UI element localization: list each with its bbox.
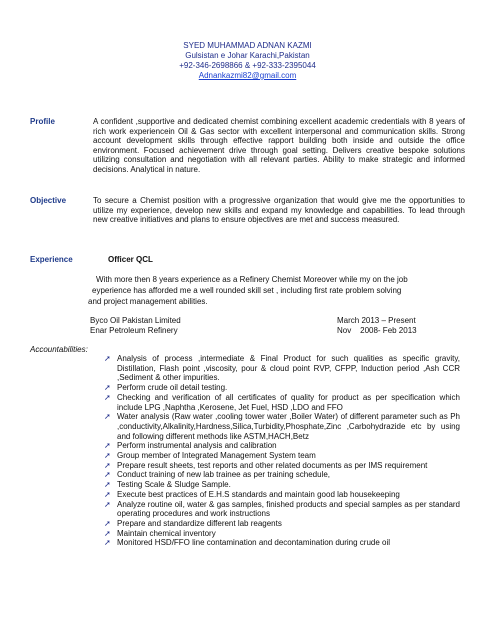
arrow-bullet-icon: ➚ <box>104 354 111 363</box>
list-item: ➚ Conduct training of new lab trainee as per training schedule, <box>104 470 331 480</box>
experience-summary-line1: With more then 8 years experience as a Refinery Chemist Moreover while my on the job <box>96 275 408 284</box>
experience-heading: Experience <box>30 255 73 264</box>
arrow-bullet-icon: ➚ <box>104 538 111 548</box>
experience-summary-line3: and project management abilities. <box>88 297 208 306</box>
list-item: ➚ Execute best practices of E.H.S standards and maintain good lab housekeeping <box>104 489 400 499</box>
arrow-bullet-icon: ➚ <box>104 383 111 393</box>
employer-1-company: Byco Oil Pakistan Limited <box>90 316 181 325</box>
email-link[interactable]: Adnankazmi82@gmail.com <box>198 71 297 80</box>
address: Gulsistan e Johar Karachi,Pakistan <box>185 51 310 60</box>
arrow-bullet-icon: ➚ <box>104 480 111 490</box>
list-item: ➚ Group member of Integrated Management System team <box>104 451 316 461</box>
employer-2-dates: Nov 2008- Feb 2013 <box>337 326 417 335</box>
arrow-bullet-icon: ➚ <box>104 518 111 528</box>
arrow-bullet-icon: ➚ <box>104 441 111 451</box>
list-item: ➚ Analysis of process ,intermediate & Final Product for such qualities as specific gravity, Distillation, Flash point ,viscosity, pour & cloud point RVP, CFPP, Induction period ,Ash CCR ,Sediment & other impurities. <box>104 354 460 383</box>
arrow-bullet-icon: ➚ <box>104 412 111 422</box>
arrow-bullet-icon: ➚ <box>104 499 111 509</box>
arrow-bullet-icon: ➚ <box>104 528 111 538</box>
arrow-bullet-icon: ➚ <box>104 392 111 402</box>
candidate-name: SYED MUHAMMAD ADNAN KAZMI <box>183 41 312 50</box>
experience-summary-line2: eyperience has afforded me a well rounded skill set , including first rate problem solving <box>92 286 402 295</box>
objective-heading: Objective <box>30 196 67 205</box>
list-item: ➚ Maintain chemical inventory <box>104 528 216 538</box>
list-item: ➚ Testing Scale & Sludge Sample. <box>104 480 231 490</box>
list-item: ➚ Checking and verification of all certificates of quality for product as per specification which include LPG ,Naphtha ,Kerosene, Jet Fuel, HSD ,LDO and FFO <box>104 392 460 412</box>
job-role: Officer QCL <box>108 255 153 264</box>
list-item: ➚ Monitored HSD/FFO line contamination and decontamination during crude oil <box>104 538 391 548</box>
arrow-bullet-icon: ➚ <box>104 470 111 480</box>
list-item: ➚ Prepare and standardize different lab reagents <box>104 518 282 528</box>
list-item: ➚ Analyze routine oil, water & gas samples, finished products and special samples as per standard operating procedures and work instructions <box>104 499 460 519</box>
employer-2-company: Enar Petroleum Refinery <box>90 326 178 335</box>
list-item: ➚ Perform instrumental analysis and calibration <box>104 441 277 451</box>
list-item: ➚ Perform crude oil detail testing. <box>104 383 228 393</box>
profile-text: A confident ,supportive and dedicated chemist combining excellent academic credentials with 8 years of rich work experiencein Oil & Gas sector with excellent interpersonal and communication skills. Strong account development skills through effective rapport building both inside and outside the office environment. Focused achievement drive through goal setting. Delivers creative bespoke solutions utilizing consultation and negotiation with all relevant parties. Ability to make strategic and informed decisions. Analytical in nature. <box>93 117 465 174</box>
phone-numbers: +92-346-2698866 & +92-333-2395044 <box>179 61 316 70</box>
accountabilities-label: Accountabilities: <box>30 345 88 354</box>
list-item: ➚ Water analysis (Raw water ,cooling tower water ,Boiler Water) of different parameter such as Ph ,conductivity,Alkalinity,Hardness,Silica,Turbidity,Phosphate,Zinc ,Carbohydrazide etc by using and following different methods like ASTM,HACH,Betz <box>104 412 460 441</box>
objective-text: To secure a Chemist position with a progressive organization that would give me the opportunities to utilize my experience, develop new skills and expand my knowledge and capabilities. To lead through new creative initiatives and plans to ensure objectives are met and success measured. <box>93 196 465 225</box>
arrow-bullet-icon: ➚ <box>104 489 111 499</box>
arrow-bullet-icon: ➚ <box>104 451 111 461</box>
employer-1-dates: March 2013 – Present <box>337 316 416 325</box>
responsibilities-list <box>104 354 460 548</box>
profile-heading: Profile <box>30 117 55 126</box>
arrow-bullet-icon: ➚ <box>104 460 111 470</box>
list-item: ➚ Prepare result sheets, test reports and other related documents as per IMS requirement <box>104 460 428 470</box>
